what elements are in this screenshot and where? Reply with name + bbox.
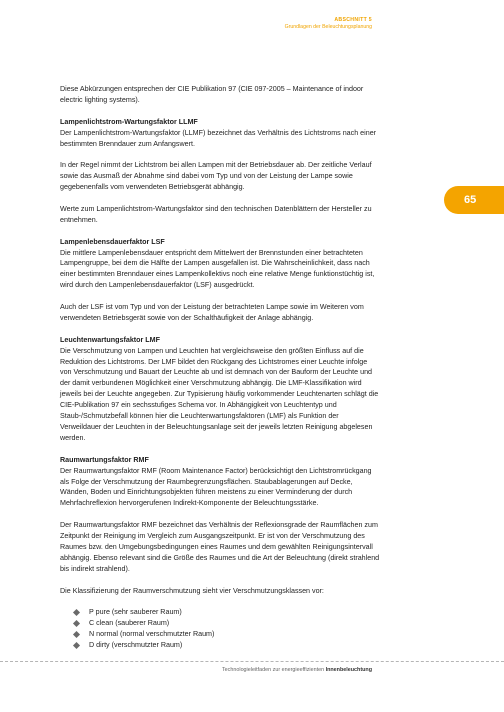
lsf-paragraph-2: Auch der LSF ist vom Typ und von der Leistung der betrachteten Lampe sowie im Weiteren vom verwendeten Betriebsgerät sowie von der Schalthäufigkeit der Anlage abhängig. [60,303,364,322]
list-item-text: C clean (sauberer Raum) [89,619,170,628]
rmf-paragraph-2: Der Raumwartungsfaktor RMF bezeichnet das Verhältnis der Reflexionsgrade der Raumflächen zum Zeitpunkt der Reinigung im Vergleich zum Ausgangszeitpunkt. Er ist von der Verschmutzung des Raumes bzw. den Umgebungsbedingungen eines Raumes und dem gewählten Reinigungsintervall abhängig. Ebenso relevant sind die Größe des Raumes und die Art der Beleuchtung (direkt strahlend bis indirekt strahlend). [60,521,380,573]
llmf-heading: Lampenlichtstrom-Wartungsfaktor LLMF [60,117,198,126]
diamond-bullet-icon [73,631,80,638]
llmf-paragraph-2: In der Regel nimmt der Lichtstrom bei allen Lampen mit der Betriebsdauer ab. Der zeitliche Verlauf sowie das Ausmaß der Abnahme sind dabei vom Typ und von der Leistung der Lampe sowie gegebenenfalls vom verwendeten Betriebsgerät abhängig. [60,161,372,192]
rmf-paragraph-3: Die Klassifizierung der Raumverschmutzung sieht vier Verschmutzungsklassen vor: [60,586,324,595]
list-item [60,618,380,629]
footer-bold-text: Innenbeleuchtung [325,667,372,673]
section-label: ABSCHNITT 5 [334,17,372,23]
llmf-paragraph-1: Der Lampenlichtstrom-Wartungsfaktor (LLMF) bezeichnet das Verhältnis des Lichtstroms nach einer bestimmten Brenndauer zum Anfangswert. [60,128,377,148]
list-item-text: N normal (normal verschmutzter Raum) [89,630,215,639]
footer-text: Technologieleitfaden zur energieeffizienten [221,667,326,673]
diamond-bullet-icon [73,620,80,627]
section-subtitle: Grundlagen der Beleuchtungsplanung [284,24,372,30]
footer-divider [0,661,504,662]
running-header [285,17,372,31]
list-item [60,607,380,618]
list-item [60,629,380,640]
main-text [60,84,380,651]
lsf-paragraph-1: Die mittlere Lampenlebensdauer entspricht dem Mittelwert der Brennstunden einer betrachteten Lampengruppe, bei dem die Hälfte der Lampen ausgefallen ist. Die Wahrscheinlichkeit, dass nach einer bestimmten Brenndauer eines Lampenkollektivs noch eine relative Menge funktionstüchtig ist, wird durch den Lampenlebensdauerfaktor (LSF) ausgedrückt. [60,248,375,290]
pollution-class-list [60,607,380,651]
list-item-text: D dirty (verschmutzter Raum) [89,641,183,650]
llmf-paragraph-3: Werte zum Lampenlichtstrom-Wartungsfaktor sind den technischen Datenblättern der Hersteller zu entnehmen. [60,204,372,224]
running-footer [222,667,372,673]
lsf-heading: Lampenlebensdauerfaktor LSF [60,237,165,246]
list-item [60,640,380,651]
lmf-paragraph-1: Die Verschmutzung von Lampen und Leuchten hat vergleichsweise den größten Einfluss auf die Reduktion des Lichtstroms. Der LMF bildet den Rückgang des Lichtstromes einer Leuchte infolge von Verschmutzung und Bauart der Leuchte ab und ist demnach von der Bauform der Leuchte und der damit verbundenen Möglichkeit einer Verschmutzung abhängig. Die LMF-Klassifikation wird jeweils bei der Leuchte angegeben. Zur Typisierung häufig vorkommender Leuchtenarten schlägt die CIE-Publikation 97 ein sechsstufiges Schema vor. In Abhängigkeit von Leuchtentyp und Staub-/Schmutzbefall können hier die Leuchtenwartungsfaktoren (LMF) als Funktion der Verweildauer der Leuchten in der Beleuchtungsanlage seit der jeweils letzten Reinigung abgelesen werden. [60,346,379,442]
diamond-bullet-icon [73,609,80,616]
diamond-bullet-icon [73,642,80,649]
rmf-heading: Raumwartungsfaktor RMF [60,455,149,464]
rmf-paragraph-1: Der Raumwartungsfaktor RMF (Room Maintenance Factor) berücksichtigt den Lichtstromrückgang als Folge der Verschmutzung der Raumbegrenzungsflächen. Staubablagerungen auf Decke, Wänden, Boden und Einrichtungsobjekten führen meistens zu einer Verminderung der durch Mehrfachreflexion hervorgerufenen Indirekt-Komponente der Beleuchtungsstärke. [60,466,372,508]
lmf-heading: Leuchtenwartungsfaktor LMF [60,335,160,344]
page-number-tab [444,186,504,214]
intro-paragraph: Diese Abkürzungen entsprechen der CIE Publikation 97 (CIE 097-2005 – Maintenance of indoor electric lighting systems). [60,85,364,104]
list-item-text: P pure (sehr sauberer Raum) [89,608,182,617]
page-number: 65 [464,194,477,206]
